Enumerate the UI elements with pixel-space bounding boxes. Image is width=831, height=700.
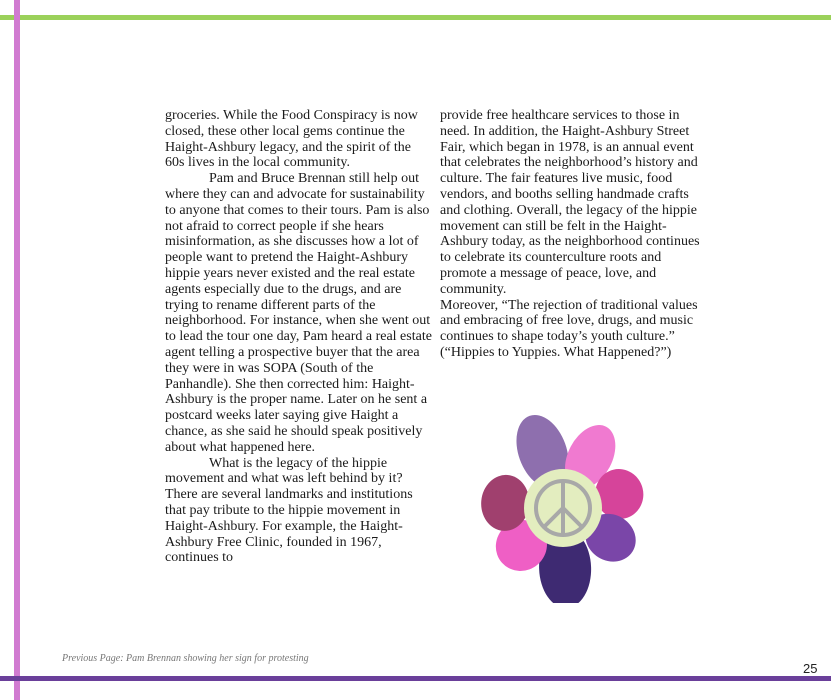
left-rule [14,0,20,700]
page-number: 25 [803,661,818,676]
paragraph: Pam and Bruce Brennan still help out where they can and advocate for sustainability to anyone that comes to their tours. Pam is also not afraid to correct people if she hears misinformation, as she discusses how a lot of people want to pretend the Haight-Ashbury hippie years never existed and the real estate agents especially due to the drugs, and are trying to rename different parts of the neighborhood. For instance, when she went out to lead the tour one day, Pam heard a real estate agent telling a prospective buyer that the area they were in was SOPA (South of the Panhandle). She then corrected him: Haight-Ashbury is the proper name. Later on he sent a postcard weeks later saying give Haight a chance, as she said he should speak positively about what happened here. [165,171,432,455]
top-rule [0,15,831,20]
paragraph: What is the legacy of the hippie movement and what was left behind by it? There are several landmarks and institutions that pay tribute to the hippie movement in Haight-Ashbury. For example, the Haight-Ashbury Free Clinic, founded in 1967, continues to [165,455,413,566]
paragraph: Moreover, “The rejection of traditional values and embracing of free love, drugs, and music continues to shape today’s youth culture.” (“Hippies to Yuppies. What Happened?”) [440,297,698,360]
peace-flower-icon [478,413,648,603]
bottom-rule [0,676,831,681]
paragraph: groceries. While the Food Conspiracy is now closed, these other local gems continue the Haight-Ashbury legacy, and the spirit of the 60s lives in the local community. [165,108,418,171]
left-text-column [165,108,433,566]
paragraph: provide free healthcare services to those in need. In addition, the Haight-Ashbury Street Fair, which began in 1978, is an annual event that celebrates the neighborhood’s history and culture. The fair features live music, food vendors, and booths selling handmade crafts and clothing. Overall, the legacy of the hippie movement can still be felt in the Haight-Ashbury today, as the neighborhood continues to celebrate its counterculture roots and promote a message of peace, love, and community. [440,108,700,297]
photo-caption: Previous Page: Pam Brennan showing her sign for protesting [62,653,309,664]
right-text-column [440,108,702,361]
